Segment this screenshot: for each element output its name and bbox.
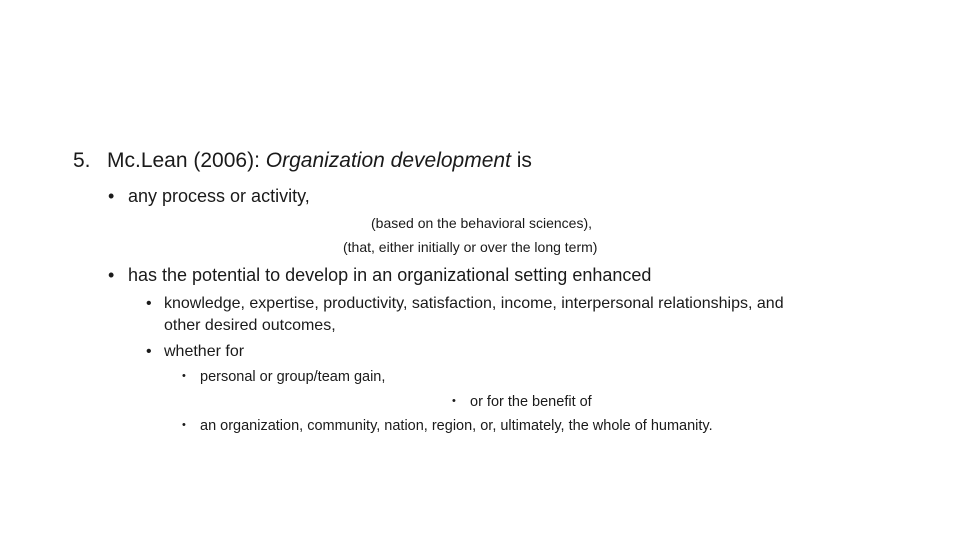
- bullet-process-activity: [108, 186, 310, 207]
- bullet-glyph: •: [146, 295, 152, 312]
- bullet-text: an organization, community, nation, region, or, ultimately, the whole of humanity.: [200, 418, 713, 434]
- bullet-text: whether for: [164, 343, 245, 360]
- bullet-whether-for: [146, 343, 244, 361]
- heading-italic-term: Organization development: [265, 149, 511, 172]
- bullet-glyph: •: [108, 186, 115, 206]
- bullet-text: or for the benefit of: [470, 394, 592, 410]
- bullet-glyph: •: [182, 419, 186, 431]
- heading-suffix: is: [510, 149, 532, 172]
- bullet-glyph: •: [146, 343, 152, 360]
- bullet-text: any process or activity,: [128, 186, 310, 206]
- bullet-text: has the potential to develop in an organizational setting enhanced: [128, 265, 652, 285]
- slide-heading: [73, 149, 532, 173]
- bullet-text: knowledge, expertise, productivity, satisfaction, income, interpersonal relationships, and: [164, 295, 784, 312]
- bullet-benefit-of: [452, 394, 592, 411]
- bullet-glyph: •: [452, 395, 456, 407]
- note-long-term: (that, either initially or over the long term): [343, 239, 598, 255]
- bullet-organization-humanity: [182, 418, 713, 435]
- bullet-text: personal or group/team gain,: [200, 369, 386, 385]
- note-behavioral-sciences: (based on the behavioral sciences),: [371, 215, 593, 231]
- bullet-potential: [108, 265, 651, 286]
- bullet-personal-gain: [182, 369, 385, 386]
- bullet-knowledge: [146, 295, 784, 313]
- heading-prefix: Mc.Lean (2006):: [107, 149, 266, 172]
- bullet-knowledge-continuation: other desired outcomes,: [164, 317, 336, 334]
- heading-number: 5.: [73, 149, 91, 172]
- bullet-glyph: •: [108, 265, 115, 285]
- bullet-glyph: •: [182, 370, 186, 382]
